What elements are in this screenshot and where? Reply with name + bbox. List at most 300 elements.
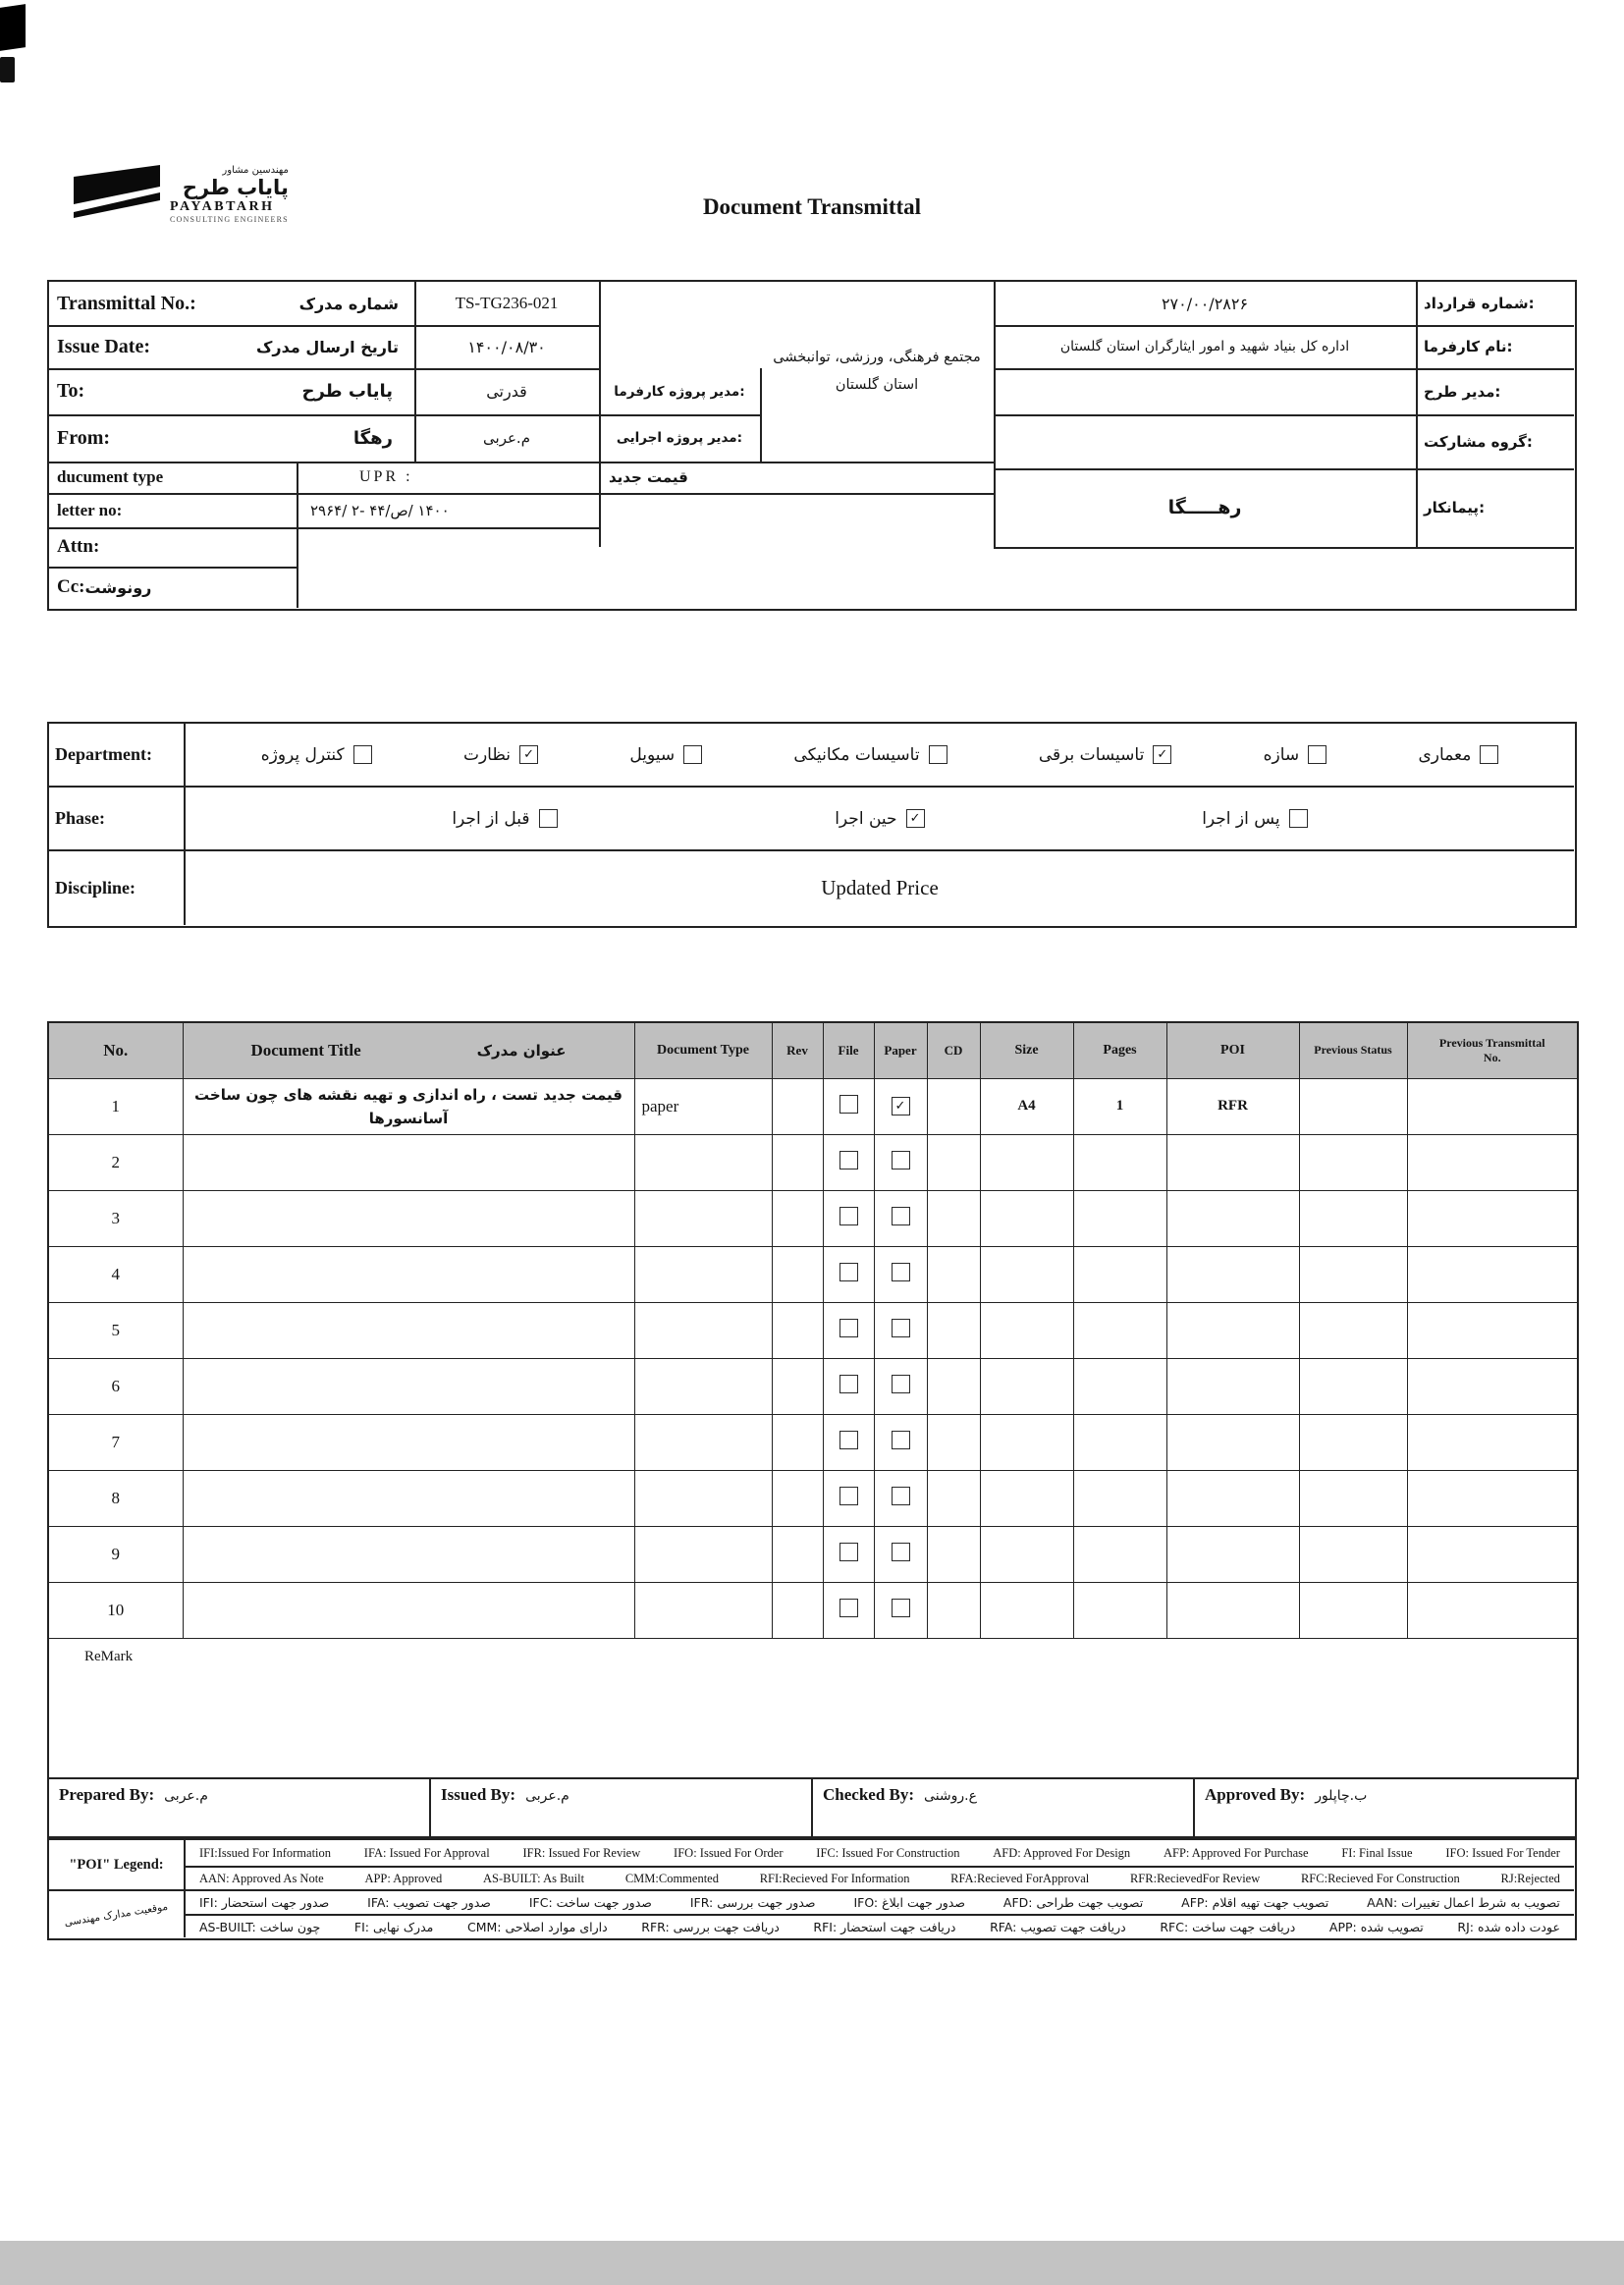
row-size (980, 1526, 1073, 1582)
legend-fa-line2 (186, 1916, 1574, 1937)
department-option (1039, 745, 1171, 765)
row-paper (874, 1302, 927, 1358)
document-type-code (297, 462, 599, 493)
row-poi (1166, 1246, 1299, 1302)
col-header-rev: Rev (772, 1022, 823, 1078)
letter-no-label (49, 493, 297, 527)
table-row (48, 1526, 1578, 1582)
col-header-paper: Paper (874, 1022, 927, 1078)
transmittal-no-label (49, 282, 414, 325)
transmittal-no-label-en: Transmittal No.: (57, 292, 196, 314)
row-paper (874, 1078, 927, 1134)
file-checkbox[interactable] (839, 1375, 858, 1393)
row-prev-transmittal (1407, 1582, 1578, 1638)
legend-entry: RFR: دریافت جهت بررسی (641, 1919, 780, 1934)
checkbox[interactable] (929, 745, 947, 764)
legend-entry: CMM:Commented (624, 1871, 719, 1885)
option-label: سیویل (629, 744, 676, 765)
checkbox[interactable]: ✓ (519, 745, 538, 764)
row-no: 6 (48, 1358, 183, 1414)
row-doc-type (634, 1302, 772, 1358)
phase-label (49, 788, 184, 849)
legend-entry: CMM: دارای موارد اصلاحی (466, 1919, 608, 1934)
scan-artifact (0, 4, 26, 51)
from-person-text: م.عربی (483, 429, 530, 447)
attn-label-text: Attn: (57, 536, 100, 557)
row-paper (874, 1470, 927, 1526)
contract-no-label (1416, 282, 1579, 325)
legend-entry: AFP: Approved For Purchase (1163, 1845, 1309, 1860)
row-size (980, 1470, 1073, 1526)
row-prev-transmittal (1407, 1078, 1578, 1134)
remark-label: ReMark (84, 1648, 134, 1664)
to-label: To: (57, 380, 85, 402)
issued-by-label: Issued By: (441, 1785, 516, 1804)
row-poi (1166, 1134, 1299, 1190)
signatures-row (47, 1777, 1577, 1838)
row-file (823, 1190, 874, 1246)
row-poi (1166, 1358, 1299, 1414)
row-prev-status (1299, 1582, 1407, 1638)
legend-entry: IFC: Issued For Construction (816, 1845, 960, 1860)
row-poi (1166, 1582, 1299, 1638)
row-pages (1073, 1582, 1166, 1638)
option-label: معماری (1418, 744, 1472, 765)
discipline-label-text: Discipline: (55, 878, 136, 898)
legend-entry: IFO: صدور جهت ابلاغ (853, 1895, 965, 1910)
paper-checkbox[interactable] (892, 1431, 910, 1449)
file-checkbox[interactable] (839, 1599, 858, 1617)
from-person (414, 414, 599, 462)
legend-entry: IFI:Issued For Information (199, 1845, 332, 1860)
legend-entry: AFD: Approved For Design (993, 1845, 1131, 1860)
row-pages (1073, 1358, 1166, 1414)
row-cd (927, 1134, 980, 1190)
row-poi (1166, 1470, 1299, 1526)
checked-by-name: ع.روشنی (924, 1788, 977, 1804)
department-option (261, 745, 372, 765)
approved-by-name: ب.چاپلور (1315, 1788, 1368, 1804)
col-header-cd: CD (927, 1022, 980, 1078)
issue-date-value (414, 325, 599, 368)
row-rev (772, 1078, 823, 1134)
row-title (183, 1414, 634, 1470)
legend-en-line2 (186, 1868, 1574, 1889)
department-options (186, 724, 1574, 786)
col-header-prev-status: Previous Status (1299, 1022, 1407, 1078)
contractor-text: رهـــــگا (1167, 497, 1242, 518)
legend-entry: RFR:RecievedFor Review (1129, 1871, 1261, 1885)
row-poi (1166, 1302, 1299, 1358)
legend-entry: RFA:Recieved ForApproval (950, 1871, 1090, 1885)
legend-side-label-text: موقعیت مدارک مهندسی (63, 1900, 170, 1929)
to-value: پایاب طرح (301, 381, 393, 402)
checkbox[interactable] (1308, 745, 1326, 764)
row-prev-transmittal (1407, 1358, 1578, 1414)
row-file (823, 1470, 874, 1526)
letter-no-value (297, 493, 599, 527)
from-label: From: (57, 426, 111, 449)
row-size: A4 (980, 1078, 1073, 1134)
file-checkbox[interactable] (839, 1207, 858, 1225)
approved-by-cell (1195, 1779, 1575, 1836)
option-label: سازه (1263, 744, 1300, 765)
row-prev-status (1299, 1302, 1407, 1358)
row-prev-status (1299, 1134, 1407, 1190)
row-title (183, 1246, 634, 1302)
logo-tagline-fa: مهندسین مشاور (222, 165, 289, 176)
exec-pm-label (599, 414, 760, 462)
cc-label-en: Cc: (57, 576, 85, 597)
legend-en-line1 (186, 1840, 1574, 1866)
row-paper (874, 1190, 927, 1246)
row-prev-transmittal (1407, 1134, 1578, 1190)
paper-checkbox[interactable] (892, 1207, 910, 1225)
cc-label-fa: رونوشت (84, 577, 152, 597)
row-cd (927, 1414, 980, 1470)
client-name-value (994, 325, 1416, 368)
row-doc-type (634, 1358, 772, 1414)
legend-entry: FI: مدرک نهایی (353, 1919, 434, 1934)
doctype-fa-text: قیمت جدید (609, 468, 688, 486)
row-no: 4 (48, 1246, 183, 1302)
row-cd (927, 1358, 980, 1414)
department-option (1419, 745, 1499, 765)
legend-entry: RFA: دریافت جهت تصویب (990, 1919, 1126, 1934)
row-rev (772, 1134, 823, 1190)
contract-no-label-text: شماره قرارداد: (1424, 295, 1535, 312)
department-label (49, 724, 184, 786)
table-row (48, 1414, 1578, 1470)
attn-label (49, 527, 297, 567)
checked-by-cell (813, 1779, 1195, 1836)
checkbox[interactable] (539, 809, 558, 828)
col-header-file: File (823, 1022, 874, 1078)
legend-entry: IFO: Issued For Tender (1445, 1845, 1560, 1860)
paper-checkbox[interactable] (892, 1375, 910, 1393)
row-paper (874, 1526, 927, 1582)
row-doc-type (634, 1526, 772, 1582)
checkbox[interactable] (1480, 745, 1498, 764)
table-row (48, 1134, 1578, 1190)
prepared-by-name: م.عربی (164, 1788, 208, 1804)
legend-entry: IFA: Issued For Approval (363, 1845, 490, 1860)
row-rev (772, 1470, 823, 1526)
row-file (823, 1078, 874, 1134)
client-pm-label-text: مدیر پروژه کارفرما: (614, 383, 745, 400)
table-row (48, 1302, 1578, 1358)
paper-checkbox[interactable] (892, 1263, 910, 1281)
row-prev-status (1299, 1246, 1407, 1302)
col-header-no: No. (48, 1022, 183, 1078)
file-checkbox[interactable] (839, 1543, 858, 1561)
paper-checkbox[interactable]: ✓ (892, 1097, 910, 1115)
department-label-text: Department: (55, 744, 152, 764)
row-paper (874, 1134, 927, 1190)
doctype-fa (599, 462, 994, 493)
page-title: Document Transmittal (702, 194, 922, 219)
design-manager-label (1416, 368, 1579, 414)
row-prev-transmittal (1407, 1470, 1578, 1526)
legend-entry: RJ: عودت داده شده (1457, 1919, 1560, 1934)
table-row (48, 1246, 1578, 1302)
row-file (823, 1358, 874, 1414)
legend-entry: IFC: صدور جهت ساخت (528, 1895, 652, 1910)
row-size (980, 1302, 1073, 1358)
to-person-text: قدرتی (486, 382, 527, 401)
department-option (629, 745, 702, 765)
row-pages (1073, 1526, 1166, 1582)
document-type-code-text: UPR : (359, 468, 413, 485)
file-checkbox[interactable] (839, 1487, 858, 1505)
row-no: 5 (48, 1302, 183, 1358)
legend-entry: RFC:Recieved For Construction (1300, 1871, 1460, 1885)
row-no: 9 (48, 1526, 183, 1582)
option-label: حین اجرا (835, 808, 897, 829)
to-row (49, 368, 414, 414)
legend-entry: AAN: تصویب به شرط اعمال تغییرات (1367, 1895, 1560, 1910)
scan-gray-band (0, 2241, 1624, 2285)
legend-entry: APP: تصویب شده (1328, 1919, 1424, 1934)
issue-date-label-fa: تاریخ ارسال مدرک (256, 337, 399, 356)
row-prev-transmittal (1407, 1526, 1578, 1582)
row-size (980, 1582, 1073, 1638)
approved-by-label: Approved By: (1205, 1785, 1306, 1804)
row-no: 2 (48, 1134, 183, 1190)
row-size (980, 1190, 1073, 1246)
checkbox[interactable]: ✓ (1153, 745, 1171, 764)
project-name-text: مجتمع فرهنگی، ورزشی، توانبخشی استان گلستان (773, 349, 981, 393)
letter-no-text: ۲۹۶۴/ ۲- ۴۴/ص/ ۱۴۰۰ (310, 501, 450, 519)
legend-entry: RFI: دریافت جهت استحضار (813, 1919, 956, 1934)
legend-entry: RFI:Recieved For Information (759, 1871, 910, 1885)
paper-checkbox[interactable] (892, 1151, 910, 1170)
contract-no-text: ۲۷۰/۰۰/۲۸۲۶ (1161, 294, 1249, 313)
option-label: تاسیسات مکانیکی (793, 744, 920, 765)
letter-no-label-text: letter no: (57, 500, 123, 519)
legend-entry: RFC: دریافت جهت ساخت (1160, 1919, 1296, 1934)
prepared-by-cell (49, 1779, 431, 1836)
legend-entry: AAN: Approved As Note (199, 1871, 324, 1885)
row-no: 8 (48, 1470, 183, 1526)
row-cd (927, 1582, 980, 1638)
file-checkbox[interactable] (839, 1151, 858, 1170)
paper-checkbox[interactable] (892, 1543, 910, 1561)
row-file (823, 1414, 874, 1470)
col-header-size: Size (980, 1022, 1073, 1078)
row-rev (772, 1526, 823, 1582)
row-doc-type (634, 1414, 772, 1470)
client-name-label (1416, 325, 1579, 368)
legend-fa-line1 (186, 1891, 1574, 1914)
file-checkbox[interactable] (839, 1319, 858, 1337)
row-cd (927, 1470, 980, 1526)
poi-legend (47, 1838, 1577, 1940)
row-prev-transmittal (1407, 1190, 1578, 1246)
checkbox[interactable] (1289, 809, 1308, 828)
row-title (183, 1526, 634, 1582)
row-doc-type (634, 1190, 772, 1246)
remark-row (48, 1638, 1578, 1778)
option-label: تاسیسات برقی (1038, 744, 1145, 765)
design-manager-label-text: مدیر طرح: (1424, 382, 1501, 401)
row-rev (772, 1582, 823, 1638)
legend-entry: IFR: صدور جهت بررسی (689, 1895, 816, 1910)
row-title: قیمت جدید تست ، راه اندازی و تهیه نقشه های چون ساخت آسانسورها (183, 1078, 634, 1134)
from-row (49, 414, 414, 462)
option-label: کنترل پروژه (260, 744, 345, 765)
table-row (48, 1470, 1578, 1526)
table-row (48, 1358, 1578, 1414)
col-header-title (183, 1022, 634, 1078)
row-file (823, 1582, 874, 1638)
row-doc-type (634, 1246, 772, 1302)
row-pages (1073, 1414, 1166, 1470)
issue-date-label-en: Issue Date: (57, 335, 150, 357)
issued-by-cell (431, 1779, 813, 1836)
row-pages (1073, 1470, 1166, 1526)
department-option (463, 745, 538, 765)
department-option (1264, 745, 1327, 765)
row-prev-status (1299, 1078, 1407, 1134)
row-pages (1073, 1302, 1166, 1358)
row-cd (927, 1190, 980, 1246)
col-header-doc-type: Document Type (634, 1022, 772, 1078)
row-doc-type: paper (634, 1078, 772, 1134)
contractor-value (994, 468, 1416, 547)
legend-entry: AFD: تصویب جهت طراحی (1002, 1895, 1144, 1910)
row-title (183, 1302, 634, 1358)
legend-entry: AS-BUILT: As Built (483, 1871, 585, 1885)
checkbox[interactable] (353, 745, 372, 764)
checkbox[interactable] (683, 745, 702, 764)
phase-option (1202, 809, 1307, 829)
document-type-label-text: ducument type (57, 467, 164, 486)
department-option (793, 745, 947, 765)
row-doc-type (634, 1134, 772, 1190)
client-name-label-text: نام کارفرما: (1424, 338, 1513, 355)
row-size (980, 1246, 1073, 1302)
row-doc-type (634, 1470, 772, 1526)
issued-by-name: م.عربی (525, 1788, 569, 1804)
row-pages: 1 (1073, 1078, 1166, 1134)
legend-entry: AFP: تصویب جهت تهیه اقلام (1181, 1895, 1329, 1910)
row-file (823, 1134, 874, 1190)
checkbox[interactable]: ✓ (906, 809, 925, 828)
exec-pm-label-text: مدیر پروژه اجرایی: (616, 430, 743, 446)
row-poi (1166, 1414, 1299, 1470)
discipline-value-text: Updated Price (821, 876, 939, 899)
checked-by-label: Checked By: (823, 1785, 915, 1804)
phase-options (186, 788, 1574, 849)
phase-option (452, 809, 557, 829)
paper-checkbox[interactable] (892, 1319, 910, 1337)
discipline-label (49, 851, 184, 925)
file-checkbox[interactable] (839, 1263, 858, 1281)
row-paper (874, 1246, 927, 1302)
row-poi (1166, 1526, 1299, 1582)
logo-subtitle-en: CONSULTING ENGINEERS (170, 215, 289, 224)
row-cd (927, 1302, 980, 1358)
legend-side-label (49, 1891, 184, 1937)
cc-label (49, 567, 297, 608)
to-person (414, 368, 599, 414)
transmittal-no-text: TS-TG236-021 (455, 294, 559, 312)
row-prev-transmittal (1407, 1246, 1578, 1302)
remark-cell (48, 1638, 1578, 1778)
col-header-title-en: Document Title (250, 1040, 361, 1060)
row-no: 7 (48, 1414, 183, 1470)
col-header-poi: POI (1166, 1022, 1299, 1078)
col-header-prev-transmittal: Previous Transmittal No. (1407, 1022, 1578, 1078)
poi-legend-label (49, 1840, 184, 1889)
row-cd (927, 1526, 980, 1582)
document-type-label (49, 462, 297, 493)
row-paper (874, 1358, 927, 1414)
logo-name-en: PAYABTARH (170, 199, 275, 214)
row-poi: RFR (1166, 1078, 1299, 1134)
file-checkbox[interactable] (839, 1431, 858, 1449)
row-no: 1 (48, 1078, 183, 1134)
col-header-title-fa: عنوان مدرک (476, 1041, 567, 1060)
row-title (183, 1470, 634, 1526)
table-row (48, 1582, 1578, 1638)
client-pm-label (599, 368, 760, 414)
transmittal-no-label-fa: شماره مدرک (298, 294, 399, 313)
row-prev-status (1299, 1526, 1407, 1582)
row-cd (927, 1078, 980, 1134)
paper-checkbox[interactable] (892, 1487, 910, 1505)
table-row (48, 1190, 1578, 1246)
row-prev-transmittal (1407, 1414, 1578, 1470)
row-rev (772, 1414, 823, 1470)
row-title (183, 1134, 634, 1190)
row-pages (1073, 1190, 1166, 1246)
row-prev-status (1299, 1190, 1407, 1246)
contractor-label-text: پیمانکار: (1424, 499, 1486, 517)
paper-checkbox[interactable] (892, 1599, 910, 1617)
option-label: پس از اجرا (1202, 808, 1280, 829)
row-rev (772, 1246, 823, 1302)
partnership-label (1416, 414, 1579, 468)
legend-entry: APP: Approved (364, 1871, 443, 1885)
legend-entry: IFI: صدور جهت استحضار (199, 1895, 330, 1910)
option-label: قبل از اجرا (452, 808, 530, 829)
row-paper (874, 1414, 927, 1470)
file-checkbox[interactable] (839, 1095, 858, 1114)
row-prev-status (1299, 1358, 1407, 1414)
legend-entry: AS-BUILT: چون ساخت (199, 1919, 321, 1934)
legend-entry: IFO: Issued For Order (674, 1845, 784, 1860)
row-prev-status (1299, 1470, 1407, 1526)
col-header-pages: Pages (1073, 1022, 1166, 1078)
option-label: نظارت (462, 744, 512, 765)
partnership-label-text: گروه مشارکت: (1424, 432, 1533, 451)
row-title (183, 1358, 634, 1414)
phase-option (835, 809, 924, 829)
documents-table (47, 1021, 1579, 1779)
client-name-text: اداره کل بنیاد شهید و امور ایثارگران استان گلستان (1059, 339, 1350, 354)
discipline-value (186, 851, 1574, 925)
row-file (823, 1526, 874, 1582)
row-file (823, 1302, 874, 1358)
row-cd (927, 1246, 980, 1302)
from-value: رهگا (352, 427, 393, 449)
legend-entry: RJ:Rejected (1500, 1871, 1560, 1885)
row-pages (1073, 1134, 1166, 1190)
row-rev (772, 1190, 823, 1246)
legend-entry: IFA: صدور جهت تصویب (367, 1895, 491, 1910)
